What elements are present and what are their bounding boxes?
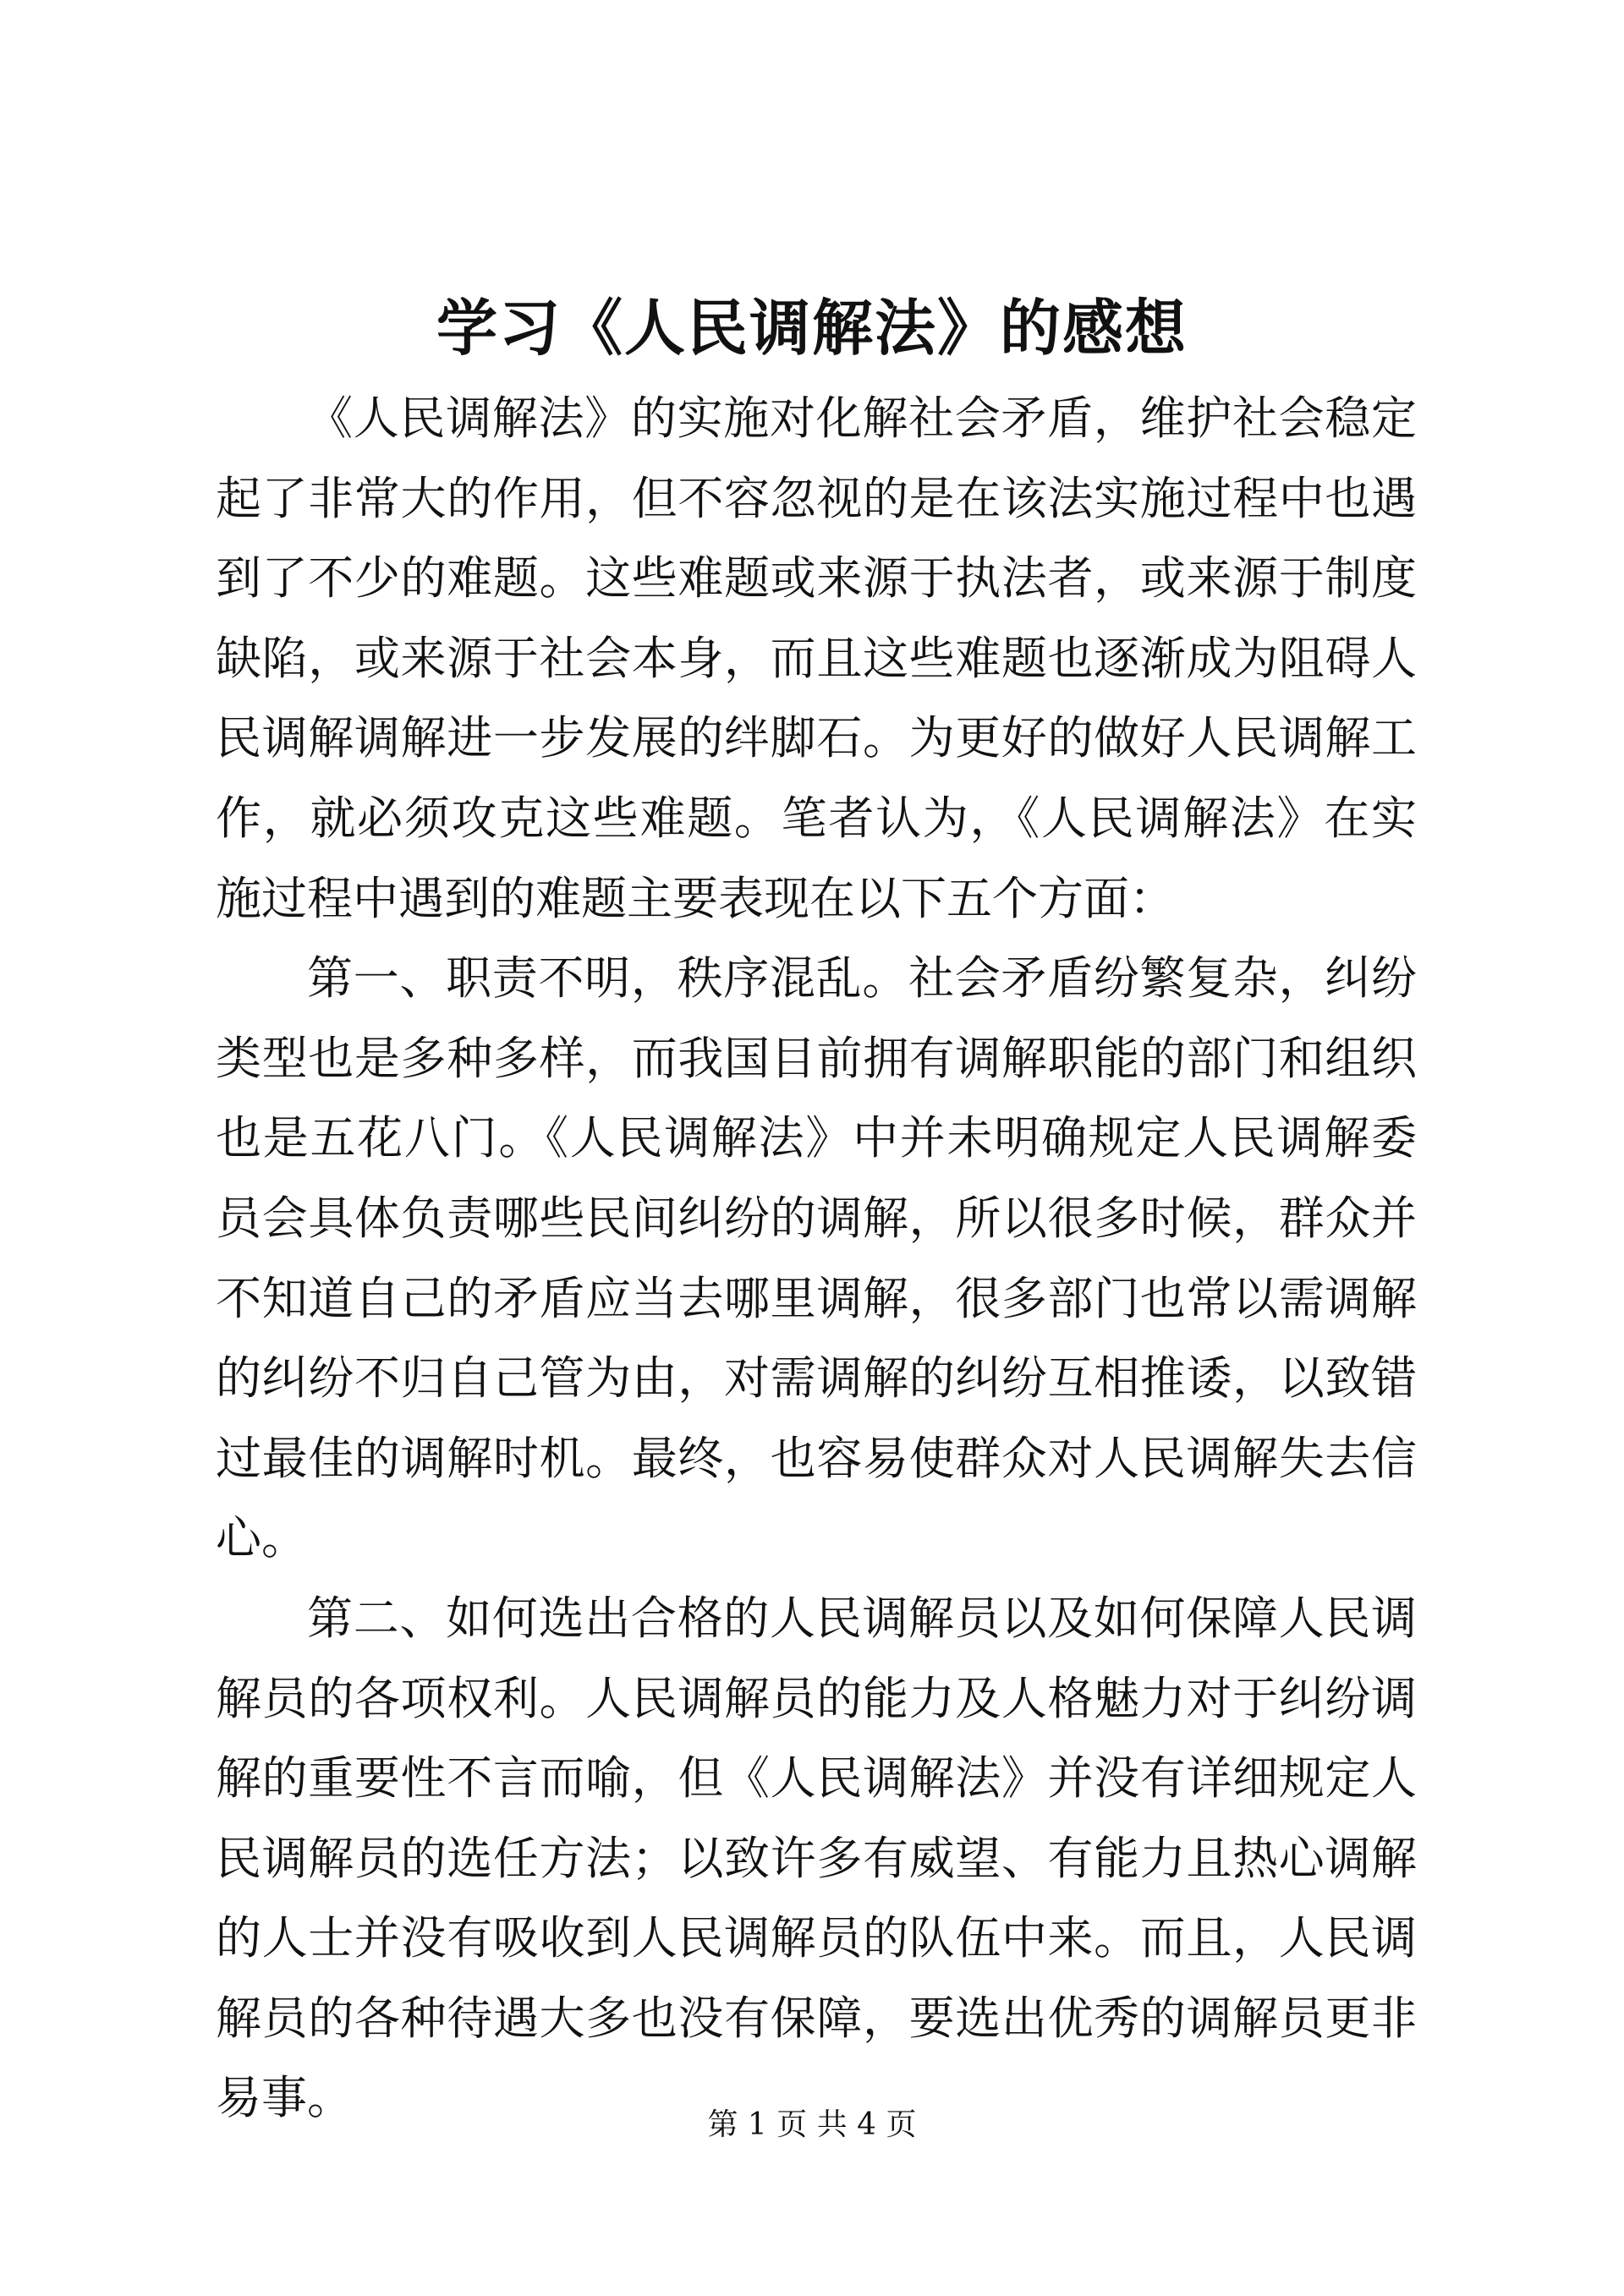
paragraph-point-two: 第二、如何选出合格的人民调解员以及如何保障人民调解员的各项权利。人民调解员的能力及人格魅力对于纠纷调解的重要性不言而喻，但《人民调解法》并没有详细规定人民调解员的选任方法；以致许多有威望、有能力且热心调解的人士并没有吸收到人民调解员的队伍中来。而且，人民调解员的各种待遇大多也没有保障，要选出优秀的调解员更非易事。 [216, 1591, 1417, 2125]
document-title: 学习《人民调解法》的感想 [436, 292, 1188, 364]
paragraph-point-one: 第一、职责不明，秩序混乱。社会矛盾纷繁复杂，纠纷类型也是多种多样，而我国目前拥有调解职能的部门和组织也是五花八门。《人民调解法》中并未明确规定人民调解委员会具体负责哪些民间纠纷的调解，所以很多时候，群众并不知道自己的矛盾应当去哪里调解，很多部门也常以需调解的纠纷不归自己管为由，对需调解的纠纷互相推诿，以致错过最佳的调解时机。最终，也容易使群众对人民调解失去信心。 [216, 951, 1417, 1565]
paragraph-intro: 《人民调解法》的实施对化解社会矛盾，维护社会稳定起了非常大的作用，但不容忽视的是在该法实施过程中也遇到了不少的难题。这些难题或来源于执法者，或来源于制度缺陷，或来源于社会本身，而且这些难题也逐渐成为阻碍人民调解调解进一步发展的绊脚石。为更好的做好人民调解工作，就必须攻克这些难题。笔者认为，《人民调解法》在实施过程中遇到的难题主要表现在以下五个方面： [216, 392, 1417, 925]
document-body [216, 379, 1417, 2139]
page-number-footer: 第 1 页 共 4 页 [707, 2107, 917, 2142]
